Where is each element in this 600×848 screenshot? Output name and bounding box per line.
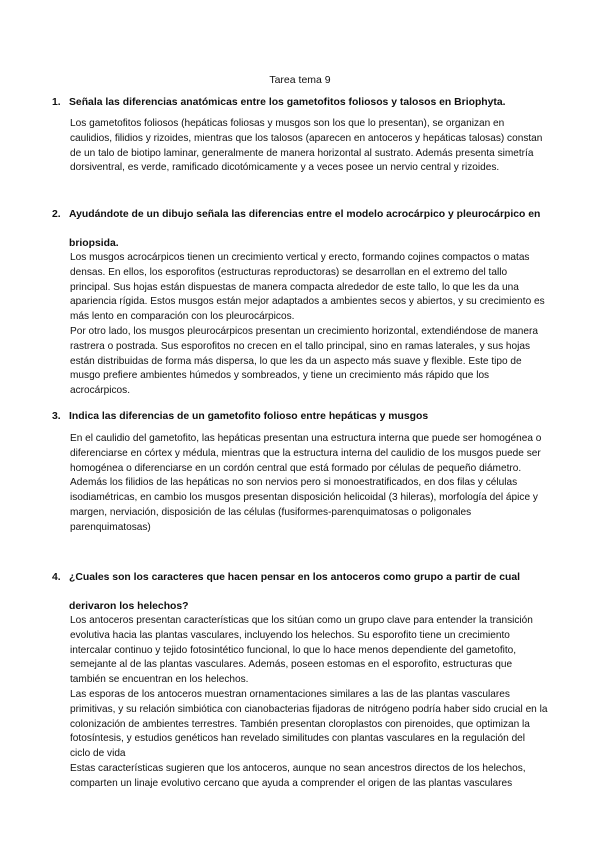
question-4 bbox=[52, 563, 562, 621]
question-2 bbox=[52, 200, 562, 258]
answer-paragraph: Además los filidios de las hepáticas no son nervios pero si monoestratificados, en dos filas y células isodiamétricas, en cambio los musgos presentan disposición helicoidal (3 hileras), morfología del ápice y margen, nerviación, disposición de las células (fusiformes-parenquimatosas o poligonales parenquimatosas) bbox=[70, 477, 538, 533]
question-1 bbox=[52, 88, 562, 117]
question-text: ¿Cuales son los caracteres que hacen pensar en los antoceros como grupo a partir de cual derivaron los helechos? bbox=[69, 572, 520, 612]
answer-paragraph: Los antoceros presentan características que los sitúan como un grupo clave para entender la transición evolutiva hacia las plantas vasculares, incluyendo los helechos. Su esporofito tiene un crecimiento intercalar continuo y tejido fotosintético funcional, lo que lo hace menos dependiente del gametofito, semejante al de las plantas vasculares. Además, poseen estomas en el esporofito, estructuras que también se encuentran en los helechos. bbox=[70, 615, 533, 686]
question-text: Indica las diferencias de un gametofito folioso entre hepáticas y musgos bbox=[69, 411, 429, 422]
answer-paragraph: En el caulidio del gametofito, las hepáticas presentan una estructura interna que puede ser homogénea o diferenciarse en córtex y médula, mientras que la estructura interna del caulidio de los musgos puede ser homogénea o diferenciarse en un cordón central que está formado por células de pequeño diámetro. bbox=[70, 433, 542, 474]
answer-4 bbox=[70, 614, 548, 792]
answer-paragraph: Las esporas de los antoceros muestran ornamentaciones similares a las de las plantas vasculares primitivas, y su relación simbiótica con cianobacterias fijadoras de nitrógeno podría haber sido crucial en la colonización de ambientes terrestres. También presentan cloroplastos con pirenoides, que optimizan la fotosíntesis, y estudios genéticos han revelado similitudes con plantas vasculares en la regulación del ciclo de vida bbox=[70, 688, 548, 760]
question-number: 1. bbox=[52, 97, 61, 108]
answer-paragraph: Estas características sugieren que los antoceros, aunque no sean ancestros directos de los helechos, comparten un linaje evolutivo cercano que ayuda a comprender el origen de las plantas vasculares bbox=[70, 762, 526, 789]
answer-paragraph: Los gametofitos foliosos (hepáticas foliosas y musgos son los que lo presentan), se organizan en caulidios, filidios y rizoides, mientras que los talosos (aparecen en antoceros y hepáticas talosas) constan de un talo de biotipo laminar, generalmente de manera horizontal al sustrato. Además presenta simetría dorsiventral, es verde, ramificado dicotómicamente y a veces posee un nervio central y rizoides. bbox=[70, 118, 543, 174]
question-number: 4. bbox=[52, 572, 61, 583]
answer-paragraph: Por otro lado, los musgos pleurocárpicos presentan un crecimiento horizontal, extendiéndose de manera rastrera o postrada. Sus esporofitos no crecen en el tallo principal, sino en ramas laterales, y sus hojas están distribuidas de forma más dispersa, lo que les da un aspecto más suave y flexible. Este tipo de musgo prefiere ambientes húmedos y sombreados, y tiene un crecimiento más rápido que los acrocárpicos. bbox=[70, 325, 538, 397]
question-number: 3. bbox=[52, 411, 61, 422]
answer-1 bbox=[70, 117, 548, 176]
document-title: Tarea tema 9 bbox=[269, 74, 331, 86]
question-text: Ayudándote de un dibujo señala las diferencias entre el modelo acrocárpico y pleurocárpico en briopsida. bbox=[69, 209, 541, 249]
answer-paragraph: Los musgos acrocárpicos tienen un crecimiento vertical y erecto, formando cojines compactos o matas densas. En ellos, los esporofitos (estructuras reproductoras) se desarrollan en el extremo del tallo principal. Sus hojas están dispuestas de manera compacta alrededor de este tallo, lo que les da una apariencia rígida. Estos musgos están mejor adaptados a ambientes secos y abiertos, y su crecimiento es más lento en comparación con los pleurocárpicos. bbox=[70, 252, 545, 323]
answer-2 bbox=[70, 251, 548, 399]
question-3 bbox=[52, 402, 562, 431]
question-number: 2. bbox=[52, 209, 61, 220]
answer-3 bbox=[70, 432, 548, 536]
question-text: Señala las diferencias anatómicas entre los gametofitos foliosos y talosos en Briophyta. bbox=[69, 97, 506, 108]
